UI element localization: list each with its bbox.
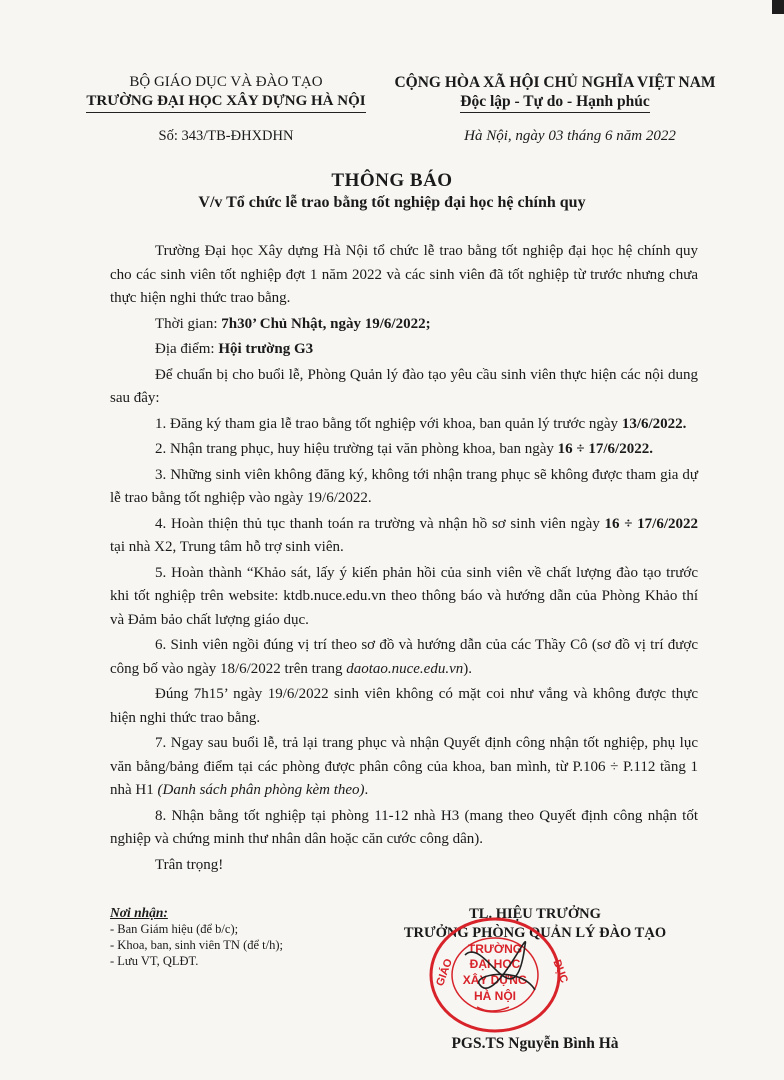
recipient-item: - Ban Giám hiệu (để b/c);	[110, 922, 239, 936]
document-number: Số: 343/TB-ĐHXDHN	[158, 128, 294, 144]
stamp-ring-left: GIÁO	[434, 957, 456, 988]
item-4-text: 4. Hoàn thiện thủ tục thanh toán ra trường và nhận hồ sơ sinh viên ngày	[155, 515, 605, 532]
stamp-bottom-text: HÀ NỘI	[474, 989, 516, 1003]
item-6-end: ).	[463, 660, 473, 677]
item-6-text: 6. Sinh viên ngồi đúng vị trí theo sơ đồ và hướng dẫn của các Thầy Cô (sơ đồ vị trí được công bố vào ngày 18/6/2022 trên trang	[110, 637, 698, 677]
recipients-block	[110, 905, 410, 969]
time-line	[110, 313, 698, 337]
document-title: THÔNG BÁO	[331, 170, 453, 191]
stamp-top-text: TRƯỜNG	[467, 942, 523, 956]
item-4-date: 16 ÷ 17/6/2022	[604, 515, 698, 532]
official-stamp	[425, 915, 570, 1035]
place-line	[110, 338, 698, 362]
time-label: Thời gian:	[155, 315, 222, 332]
closing: Trân trọng!	[155, 856, 224, 873]
item-6	[110, 634, 698, 681]
place-date: Hà Nội, ngày 03 tháng 6 năm 2022	[464, 128, 676, 144]
ministry-name: BỘ GIÁO DỤC VÀ ĐÀO TẠO	[129, 74, 323, 90]
item-7-text: 7. Ngay sau buổi lễ, trả lại trang phục và nhận Quyết định công nhận tốt nghiệp, phụ lục văn bằng/bảng điểm tại các phòng được phân công của khoa, ban mình, từ P.106 ÷ P.112 tầng 1 nhà H1	[110, 735, 698, 798]
item-7	[110, 732, 698, 803]
national-motto: Độc lập - Tự do - Hạnh phúc	[460, 92, 649, 113]
item-1-text: 1. Đăng ký tham gia lễ trao bằng tốt nghiệp với khoa, ban quản lý trước ngày	[155, 415, 622, 432]
item-7-attachment: (Danh sách phân phòng kèm theo)	[157, 782, 365, 798]
item-1-date: 13/6/2022.	[621, 415, 687, 432]
recipient-item: - Lưu VT, QLĐT.	[110, 954, 199, 968]
place-label: Địa điểm:	[155, 341, 219, 357]
signer-name: PGS.TS Nguyễn Bình Hà	[451, 1035, 619, 1052]
recipients-title: Nơi nhận:	[110, 905, 168, 920]
item-2	[110, 438, 698, 462]
republic-name: CỘNG HÒA XÃ HỘI CHỦ NGHĨA VIỆT NAM	[394, 74, 716, 91]
time-value: 7h30’ Chủ Nhật, ngày 19/6/2022	[221, 315, 426, 332]
place-value: Hội trường G3	[218, 341, 314, 357]
stamp-ring-right: DỤC	[550, 958, 570, 985]
item-3: 3. Những sinh viên không đăng ký, không tới nhận trang phục sẽ không được tham gia dự lễ trao bằng tốt nghiệp vào ngày 19/6/2022.	[110, 466, 698, 506]
signature-line-2: TRƯỞNG PHÒNG QUẢN LÝ ĐÀO TẠO	[403, 925, 667, 941]
item-2-date: 16 ÷ 17/6/2022.	[557, 441, 653, 457]
attendance-note: Đúng 7h15’ ngày 19/6/2022 sinh viên không có mặt coi như vắng và không được thực hiện nghi thức trao bằng.	[110, 686, 698, 726]
signature-line-1: TL. HIỆU TRƯỞNG	[469, 906, 601, 922]
item-1	[110, 413, 698, 437]
stamp-mid-text: ĐẠI HỌC	[469, 957, 521, 971]
time-end: ;	[425, 315, 431, 332]
item-6-website: daotao.nuce.edu.vn	[346, 660, 464, 677]
scan-edge-mark	[772, 0, 784, 14]
item-5: 5. Hoàn thành “Khảo sát, lấy ý kiến phản hồi của sinh viên về chất lượng đào tạo trước khi tốt nghiệp trên website: ktdb.nuce.edu.vn theo thông báo và hướng dẫn của Phòng Khảo thí và Đảm bảo chất lượng giáo dục.	[110, 564, 698, 628]
document-subtitle: V/v Tổ chức lễ trao bằng tốt nghiệp đại học hệ chính quy	[198, 194, 586, 211]
prep-paragraph: Để chuẩn bị cho buổi lễ, Phòng Quản lý đào tạo yêu cầu sinh viên thực hiện các nội dung sau đây:	[110, 366, 698, 406]
school-name: TRƯỜNG ĐẠI HỌC XÂY DỰNG HÀ NỘI	[86, 92, 365, 113]
item-4	[110, 513, 698, 560]
national-heading	[380, 73, 730, 113]
issuer-block	[66, 73, 386, 146]
item-4-location: tại nhà X2, Trung tâm hỗ trợ sinh viên.	[110, 539, 344, 555]
item-7-end: .	[364, 782, 369, 798]
document-body	[110, 240, 698, 879]
recipient-item: - Khoa, ban, sinh viên TN (để t/h);	[110, 938, 283, 952]
intro-paragraph: Trường Đại học Xây dựng Hà Nội tổ chức lễ trao bằng tốt nghiệp đại học hệ chính quy cho các sinh viên tốt nghiệp đợt 1 năm 2022 và các sinh viên đã tốt nghiệp từ trước nhưng chưa thực hiện nghi thức trao bằng.	[110, 243, 698, 306]
item-8: 8. Nhận bằng tốt nghiệp tại phòng 11-12 nhà H3 (mang theo Quyết định công nhận tốt nghiệp và chứng minh thư nhân dân hoặc căn cước công dân).	[110, 807, 698, 847]
item-2-text: 2. Nhận trang phục, huy hiệu trường tại văn phòng khoa, ban ngày	[155, 441, 558, 457]
stamp-mid2-text: XÂY DỰNG	[462, 973, 528, 987]
